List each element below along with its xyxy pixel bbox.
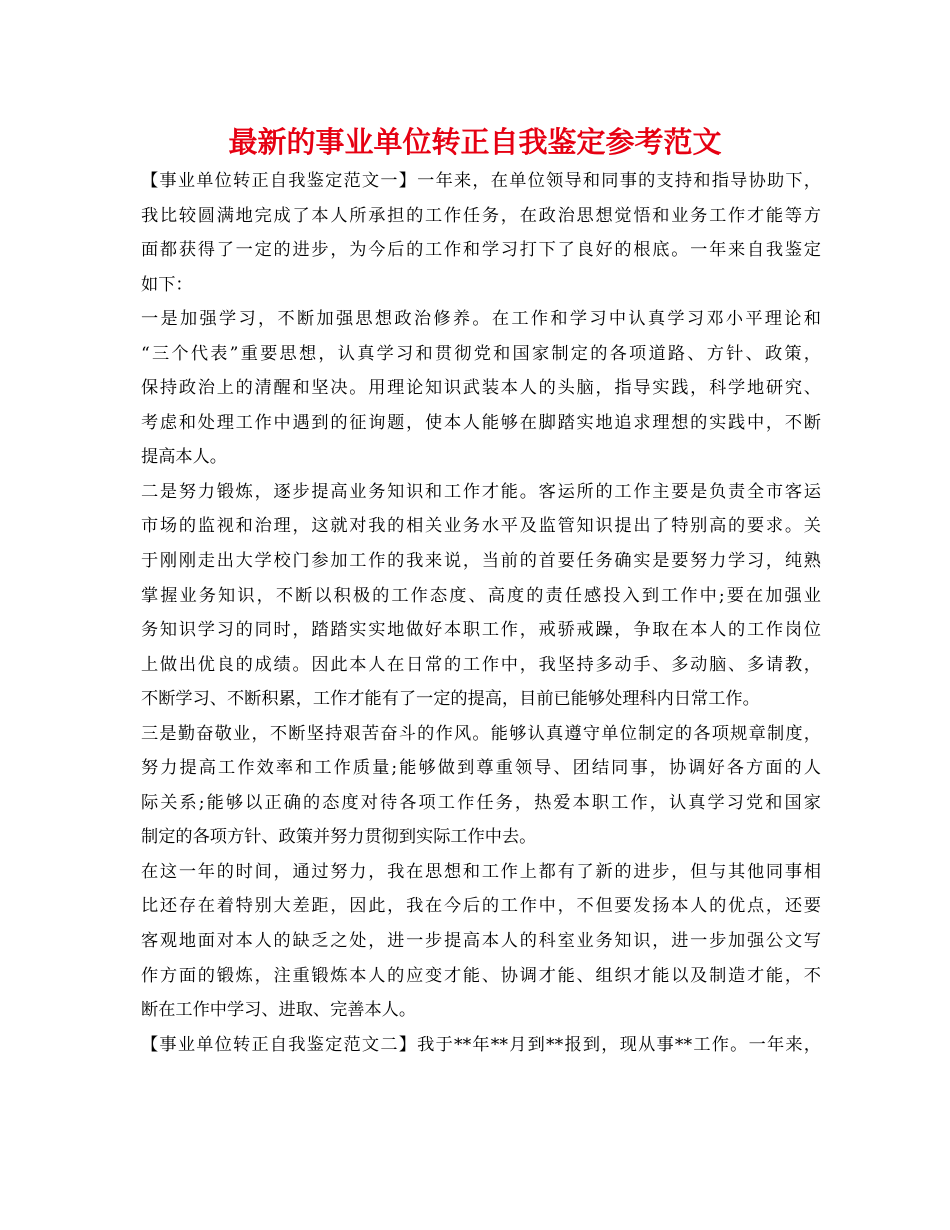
text-line (141, 302, 821, 337)
text-line (141, 544, 821, 579)
text-line (141, 371, 821, 406)
text-line (141, 406, 821, 441)
text-line-content: 务知识学习的同时，踏踏实实地做好本职工作，戒骄戒躁，争取在本人的工作岗位 (141, 620, 821, 641)
text-line-content: 际关系;能够以正确的态度对待各项工作任务，热爱本职工作，认真学习党和国家 (141, 792, 821, 813)
text-line-content: 比还存在着特别大差距，因此，我在今后的工作中，不但要发扬本人的优点，还要 (141, 896, 821, 917)
text-line (141, 164, 821, 199)
page-title: 最新的事业单位转正自我鉴定参考范文 (228, 125, 722, 159)
text-line-content: 掌握业务知识，不断以积极的工作态度、高度的责任感投入到工作中;要在加强业 (141, 585, 821, 606)
text-line (141, 268, 821, 303)
text-line (141, 924, 821, 959)
text-line-content: 面都获得了一定的进步，为今后的工作和学习打下了良好的根底。一年来自我鉴定 (141, 240, 821, 261)
text-line (141, 233, 821, 268)
text-line-content: “三个代表”重要思想，认真学习和贯彻党和国家制定的各项道路、方针、政策， (141, 343, 821, 364)
text-line-content: 断在工作中学习、进取、完善本人。 (141, 1000, 417, 1021)
text-line-content: 【事业单位转正自我鉴定范文二】我于**年**月到**报到，现从事**工作。一年来， (141, 1034, 821, 1055)
text-line-content: 【事业单位转正自我鉴定范文一】一年来，在单位领导和同事的支持和指导协助下， (141, 171, 821, 191)
text-line-content: 客观地面对本人的缺乏之处，进一步提高本人的科室业务知识，进一步加强公文写 (141, 931, 821, 952)
text-line (141, 199, 821, 234)
text-line (141, 337, 821, 372)
text-line (141, 751, 821, 786)
text-line (141, 579, 821, 614)
text-line (141, 475, 821, 510)
text-line (141, 440, 821, 475)
text-line-content: 努力提高工作效率和工作质量;能够做到尊重领导、团结同事，协调好各方面的人 (141, 758, 821, 779)
text-line-content: 二是努力锻炼，逐步提高业务知识和工作才能。客运所的工作主要是负责全市客运 (141, 481, 821, 502)
text-line (141, 682, 821, 717)
text-line (141, 820, 821, 855)
text-line (141, 993, 821, 1028)
text-line (141, 889, 821, 924)
text-line-content: 于刚刚走出大学校门参加工作的我来说，当前的首要任务确实是要努力学习，纯熟 (141, 551, 821, 572)
text-line-content: 考虑和处理工作中遇到的征询题，使本人能够在脚踏实地追求理想的实践中，不断 (141, 412, 821, 433)
text-line-content: 提高本人。 (141, 447, 227, 468)
text-line (141, 509, 821, 544)
text-line-content: 一是加强学习，不断加强思想政治修养。在工作和学习中认真学习邓小平理论和 (141, 309, 821, 330)
document-body (141, 164, 821, 1062)
text-line-content: 三是勤奋敬业，不断坚持艰苦奋斗的作风。能够认真遵守单位制定的各项规章制度， (141, 723, 821, 744)
text-line-content: 如下： (141, 274, 193, 295)
text-line-content: 作方面的锻炼，注重锻炼本人的应变才能、协调才能、组织才能以及制造才能，不 (141, 965, 821, 986)
text-line (141, 959, 821, 994)
text-line (141, 1028, 821, 1063)
text-line-content: 保持政治上的清醒和坚决。用理论知识武装本人的头脑，指导实践，科学地研究、 (141, 378, 821, 399)
text-line-content: 我比较圆满地完成了本人所承担的工作任务，在政治思想觉悟和业务工作才能等方 (141, 205, 821, 226)
text-line (141, 786, 821, 821)
text-line-content: 上做出优良的成绩。因此本人在日常的工作中，我坚持多动手、多动脑、多请教， (141, 654, 821, 675)
text-line (141, 648, 821, 683)
text-line (141, 855, 821, 890)
text-line (141, 717, 821, 752)
text-line-content: 不断学习、不断积累，工作才能有了一定的提高，目前已能够处理科内日常工作。 (141, 689, 760, 710)
text-line-content: 制定的各项方针、政策并努力贯彻到实际工作中去。 (141, 827, 537, 848)
text-line-content: 市场的监视和治理，这就对我的相关业务水平及监管知识提出了特别高的要求。关 (141, 516, 821, 537)
text-line-content: 在这一年的时间，通过努力，我在思想和工作上都有了新的进步，但与其他同事相 (141, 861, 821, 882)
text-line (141, 613, 821, 648)
